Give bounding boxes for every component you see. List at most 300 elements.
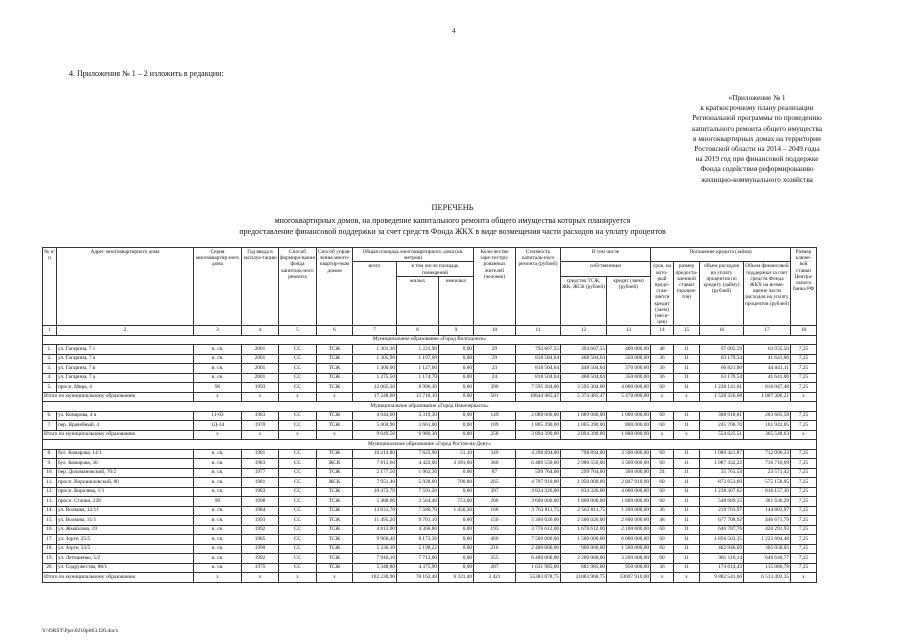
table-cell: 798 894,00 — [561, 449, 607, 459]
table-cell: СС — [279, 544, 317, 554]
table-cell: 681 985,00 — [561, 563, 607, 573]
table-cell: 800 000,00 — [607, 421, 651, 431]
table-cell: 1985 — [242, 535, 279, 545]
table-cell: 818 504,64 — [516, 364, 561, 374]
table-cell: 818 504,64 — [516, 354, 561, 364]
table-cell: просп. Мира, 4 — [57, 383, 194, 393]
table-cell: 0,00 — [439, 411, 474, 421]
table-cell: 97 005,59 — [700, 345, 744, 355]
table-cell: ТСЖ — [317, 535, 353, 545]
table-cell: 3 319,30 — [397, 411, 439, 421]
table-row — [43, 449, 817, 459]
table-cell: 24 — [474, 373, 516, 383]
table-cell: 245 706,70 — [700, 421, 744, 431]
section-title: Муниципальное образование «Город Волгодонск» — [43, 335, 817, 345]
table-cell: и. св. — [194, 459, 242, 469]
table-cell: 4 797 910,00 — [516, 478, 561, 488]
table-cell: 60 — [651, 411, 674, 421]
table-cell: 51,10 — [439, 449, 474, 459]
total-cell: 501 — [474, 392, 516, 402]
table-cell: СС — [279, 535, 317, 545]
table-cell: 1975 — [242, 563, 279, 573]
total-cell: 10844 485,47 — [516, 392, 561, 402]
table-cell: просп. Стачки, 228 — [57, 497, 194, 507]
table-cell: 60 — [651, 497, 674, 507]
header-cell: кредит (заем) (рублей) — [607, 276, 651, 326]
table-cell: 7 625,90 — [397, 449, 439, 459]
table-cell: 420 291,93 — [744, 525, 791, 535]
table-cell: 393 667,55 — [561, 345, 607, 355]
table-row — [43, 563, 817, 573]
table-cell: 0,00 — [439, 535, 474, 545]
table-cell: 36 — [651, 364, 674, 374]
table-cell: СС — [279, 383, 317, 393]
table-cell: 0,00 — [439, 373, 474, 383]
table-cell: 2001 — [242, 345, 279, 355]
page-number: 4 — [452, 27, 456, 35]
table-cell: бул. Комарова, 14/1 — [57, 449, 194, 459]
table-row — [43, 345, 817, 355]
table-cell: 448 504,64 — [561, 364, 607, 374]
table-cell: 466 — [474, 535, 516, 545]
table-cell: 3. — [43, 364, 57, 374]
table-cell: 216 — [474, 544, 516, 554]
table-row — [43, 354, 817, 364]
table-cell: 950 000,00 — [607, 563, 651, 573]
table-cell: 10 214,80 — [353, 449, 397, 459]
table-cell: 7,25 — [791, 449, 817, 459]
column-number: 8 — [397, 326, 439, 336]
table-cell: ТСЖ — [317, 506, 353, 516]
table-cell: 1. — [43, 345, 57, 355]
table-cell: 2001 — [242, 364, 279, 374]
table-cell: 87 — [474, 468, 516, 478]
table-cell: 0,00 — [439, 421, 474, 431]
column-number: 14 — [651, 326, 674, 336]
table-cell: 44 041,11 — [744, 364, 791, 374]
table-cell: 1 174,70 — [397, 373, 439, 383]
table-cell: 1 631 985,00 — [516, 563, 561, 573]
table-cell: 305 058,05 — [744, 544, 791, 554]
table-cell: СС — [279, 459, 317, 469]
column-number: 18 — [791, 326, 817, 336]
appendix-line: к краткосрочному плану реализации — [700, 103, 814, 113]
table-cell: 1 962,30 — [397, 468, 439, 478]
header-cell: Стоимость капиталь-ного ремонта (рублей) — [516, 248, 561, 326]
table-cell: 8. — [43, 449, 57, 459]
table-cell: 7. — [43, 421, 57, 431]
appendix-header — [636, 93, 878, 185]
table-cell: и. св. — [194, 563, 242, 573]
table-cell: 11 — [674, 421, 700, 431]
table-cell: 646 640,77 — [744, 554, 791, 564]
column-number: 13 — [607, 326, 651, 336]
table-cell: 63 179,54 — [700, 354, 744, 364]
table-cell: 7,25 — [791, 487, 817, 497]
table-cell: 3 776 612,00 — [516, 525, 561, 535]
table-cell: 2 089 000,00 — [516, 411, 561, 421]
total-cell: x — [674, 430, 700, 440]
column-number: 5 — [279, 326, 317, 336]
total-cell: x — [651, 573, 674, 583]
table-cell: 7,25 — [791, 459, 817, 469]
table-cell: 11. — [43, 478, 57, 488]
table-cell: 174 614,43 — [700, 563, 744, 573]
table-cell: 23 — [474, 364, 516, 374]
table-cell: 872 653,60 — [700, 478, 744, 488]
table-cell: 66 821,00 — [700, 364, 744, 374]
table-cell: СС — [279, 487, 317, 497]
section-row — [43, 402, 817, 412]
appendix-line: Региональной программы по проведению — [692, 113, 822, 123]
table-cell: 13. — [43, 497, 57, 507]
header-cell: Объем финансовой поддержки за счет средств Фонда ЖКХ на возме-щение части расходов на уплату процентов (рублей) — [744, 262, 791, 326]
table-cell: 397 — [474, 487, 516, 497]
column-number: 1 — [43, 326, 57, 336]
table-cell: ТСЖ — [317, 487, 353, 497]
table-cell: 599 764,00 — [516, 468, 561, 478]
header-cell: собственники — [561, 262, 651, 276]
table-cell: 2. — [43, 354, 57, 364]
table-cell: СС — [279, 449, 317, 459]
table-cell: 396 — [474, 383, 516, 393]
header-cell: объем расходов на уплату процентов по кредиту (займу) (рублей) — [700, 262, 744, 326]
table-cell: 1 238 141,01 — [700, 383, 744, 393]
table-cell: 0,00 — [439, 487, 474, 497]
table-cell: 1 300,00 — [353, 364, 397, 374]
table-row — [43, 459, 817, 469]
table-cell: 4 834 326,00 — [516, 487, 561, 497]
table-cell: 7 951,40 — [353, 478, 397, 488]
table-cell: 5 928,60 — [397, 478, 439, 488]
table-cell: 3 763 811,75 — [516, 506, 561, 516]
table-cell: 11 — [674, 354, 700, 364]
table-cell: 6 400 000,00 — [516, 554, 561, 564]
table-cell: 161 943,05 — [744, 421, 791, 431]
total-cell: x — [651, 430, 674, 440]
table-cell: 2 100 000,00 — [607, 525, 651, 535]
document-title: ПЕРЕЧЕНЬ — [431, 203, 474, 212]
total-cell: 102 230,90 — [353, 573, 397, 583]
column-number: 12 — [561, 326, 607, 336]
header-cell: Способ формиро-вания фонда капиталь-ного ремонта — [279, 248, 317, 326]
header-cell: Серия многоквартир-ного дома — [194, 248, 242, 326]
table-cell: 11 — [674, 554, 700, 564]
header-cell: в том числе площадь помещений — [397, 262, 474, 276]
table-cell: 11-03 — [194, 411, 242, 421]
houses-table — [42, 247, 817, 583]
table-cell: 4. — [43, 373, 57, 383]
table-row — [43, 497, 817, 507]
table-cell: 575 158,05 — [744, 478, 791, 488]
total-cell: 258 — [474, 430, 516, 440]
table-cell: СС — [279, 411, 317, 421]
total-row — [43, 573, 817, 583]
header-cell: Год ввода в эксплуа-тацию — [242, 248, 279, 326]
table-cell: 349 — [474, 449, 516, 459]
table-cell: и. св. — [194, 535, 242, 545]
table-cell: 9 966,40 — [353, 535, 397, 545]
table-row — [43, 373, 817, 383]
header-cell: Коли-чество заре-гистри-рованных жителей (человек) — [474, 248, 516, 326]
table-cell: 4 000 000,00 — [607, 383, 651, 393]
table-cell: 7 595 304,00 — [516, 383, 561, 393]
total-cell: 78 162,48 — [397, 573, 439, 583]
table-cell: ул. Гагарина, 7 а — [57, 354, 194, 364]
total-cell: Итого по муниципальному образованию — [43, 430, 194, 440]
table-cell: ТСЖ — [317, 364, 353, 374]
table-cell: СС — [279, 554, 317, 564]
table-cell: 36 — [651, 373, 674, 383]
table-cell: 7,25 — [791, 544, 817, 554]
table-cell: 7 580,70 — [397, 506, 439, 516]
table-cell: 7,25 — [791, 411, 817, 421]
total-cell: 33697 910,00 — [607, 573, 651, 583]
table-cell: ул. Летошенко, 5/2 — [57, 554, 194, 564]
total-cell: 9 049,50 — [353, 430, 397, 440]
table-cell: 149 — [474, 411, 516, 421]
table-cell: 60 — [651, 478, 674, 488]
table-cell: 203 605,58 — [744, 411, 791, 421]
header-cell: Способ управ-ления много-квартир-ным домом — [317, 248, 353, 326]
table-cell: 981 110,14 — [700, 554, 744, 564]
table-cell: СС — [279, 478, 317, 488]
table-cell: 11 — [674, 506, 700, 516]
table-cell: 20. — [43, 563, 57, 573]
column-number: 6 — [317, 326, 353, 336]
table-cell: 4 422,00 — [397, 459, 439, 469]
table-row — [43, 383, 817, 393]
table-cell: 11 — [674, 563, 700, 573]
table-cell: 7,25 — [791, 373, 817, 383]
total-cell: 6 513 493,35 — [744, 573, 791, 583]
table-cell: СС — [279, 421, 317, 431]
table-cell: 219 701,97 — [700, 506, 744, 516]
table-cell: ТСЖ — [317, 421, 353, 431]
table-cell: 19. — [43, 554, 57, 564]
table-cell: 60 — [651, 421, 674, 431]
table-cell: 11 — [674, 535, 700, 545]
appendix-line: в многоквартирных домах на территории — [693, 133, 821, 143]
table-cell: 48 — [651, 345, 674, 355]
total-cell: x — [242, 573, 279, 583]
appendix-line: капитального ремонта общего имущества — [692, 123, 822, 133]
table-cell: 1 127,60 — [397, 364, 439, 374]
table-cell: 18. — [43, 544, 57, 554]
section-row — [43, 335, 817, 345]
appendix-line: жилищно-коммунального хозяйства — [701, 174, 813, 184]
table-cell: 60 — [651, 525, 674, 535]
table-cell: 0,00 — [439, 554, 474, 564]
header-cell: В том числе — [561, 248, 651, 262]
table-cell: 41 641,06 — [744, 373, 791, 383]
table-cell: 11 — [674, 459, 700, 469]
header-cell: № п/п — [43, 248, 57, 326]
header-cell: жилых — [397, 276, 439, 326]
table-cell: 712 096,23 — [744, 449, 791, 459]
total-cell: 3 894 390,00 — [516, 430, 561, 440]
table-cell: 299 764,00 — [561, 468, 607, 478]
total-cell: Итого по муниципальному образованию — [43, 573, 194, 583]
table-cell: ул. Волкова, 12/11 — [57, 506, 194, 516]
total-cell: 0,00 — [439, 430, 474, 440]
table-cell: 0,00 — [439, 563, 474, 573]
table-body — [43, 335, 817, 582]
header-cell: размер предоста-вленной ставки (процен-тов) — [674, 262, 700, 326]
document-subtitle: многоквартирных домов, на проведение капитального ремонта общего имущества которых планируется — [274, 216, 631, 225]
table-cell: 3 600 000,00 — [516, 497, 561, 507]
table-cell: 816 047,48 — [744, 383, 791, 393]
table-cell: 1 800 000,00 — [561, 497, 607, 507]
table-cell: 5. — [43, 383, 57, 393]
table-cell: 13 031,70 — [353, 506, 397, 516]
table-cell: 370 000,00 — [607, 364, 651, 374]
table-cell: 60 — [651, 383, 674, 393]
table-cell: 7,25 — [791, 563, 817, 573]
table-cell: 3 661,00 — [397, 421, 439, 431]
table-cell: 4 366,80 — [397, 525, 439, 535]
table-cell: 3 500 000,00 — [607, 459, 651, 469]
table-cell: 11 — [674, 449, 700, 459]
table-cell: 10 472,70 — [353, 487, 397, 497]
total-cell: x — [317, 392, 353, 402]
table-cell: ТСЖ — [317, 525, 353, 535]
table-cell: 2001 — [242, 373, 279, 383]
table-cell: 0,00 — [439, 354, 474, 364]
table-cell: 350 000,00 — [607, 373, 651, 383]
table-cell: 9. — [43, 459, 57, 469]
header-cell: Адрес многоквартирного дома — [57, 248, 194, 326]
table-cell: 1993 — [242, 516, 279, 526]
table-cell: 5 488,60 — [353, 497, 397, 507]
table-cell: ул. Зорге, 33/5 — [57, 544, 194, 554]
total-cell: 17 248,00 — [353, 392, 397, 402]
table-cell: 193 — [474, 525, 516, 535]
table-cell: 15. — [43, 516, 57, 526]
table-cell: 48 — [651, 516, 674, 526]
total-cell: 5 470 000,00 — [607, 392, 651, 402]
table-cell: 400 000,00 — [607, 345, 651, 355]
total-cell: x — [242, 430, 279, 440]
table-cell: и. св. — [194, 478, 242, 488]
table-cell: 1 805 390,00 — [516, 421, 561, 431]
total-cell: 5 374 485,47 — [561, 392, 607, 402]
table-row — [43, 468, 817, 478]
table-cell: СС — [279, 468, 317, 478]
total-cell: x — [791, 430, 817, 440]
table-cell: 36 — [651, 563, 674, 573]
table-row — [43, 516, 817, 526]
table-cell: 144 803,97 — [744, 506, 791, 516]
table-cell: 90 — [194, 497, 242, 507]
table-cell: 1 089 000,00 — [561, 411, 607, 421]
total-cell: x — [194, 392, 242, 402]
table-cell: 1 500 000,00 — [607, 544, 651, 554]
table-cell: 3 200 000,00 — [561, 554, 607, 564]
table-cell: 29 — [474, 354, 516, 364]
table-cell: 1983 — [242, 411, 279, 421]
table-cell: 35 763,54 — [700, 468, 744, 478]
header-cell: срок, на кото-рый предо-став-ляется кредит (заем) (меся-цев) — [651, 262, 674, 326]
table-cell: 6 000 000,00 — [607, 535, 651, 545]
table-cell: 0,00 — [439, 525, 474, 535]
column-number: 15 — [674, 326, 700, 336]
table-cell: 4 000 000,00 — [607, 487, 651, 497]
column-number: 11 — [516, 326, 561, 336]
table-cell: 1 221,90 — [397, 345, 439, 355]
table-cell: 2 563 811,75 — [561, 506, 607, 516]
table-cell: 1 223 604,48 — [744, 535, 791, 545]
table-cell: 14. — [43, 506, 57, 516]
total-cell: x — [279, 392, 317, 402]
table-cell: просп. Королева, 1/1 — [57, 487, 194, 497]
table-cell: 360 — [474, 459, 516, 469]
table-cell: 1984 — [242, 506, 279, 516]
table-cell: 7,25 — [791, 354, 817, 364]
table-cell: СС — [279, 525, 317, 535]
table-cell: 1 305,90 — [353, 354, 397, 364]
table-cell: 60 — [651, 449, 674, 459]
table-cell: 1 275,50 — [353, 373, 397, 383]
table-cell: 751,60 — [439, 497, 474, 507]
total-cell: 13 718,10 — [397, 392, 439, 402]
table-cell: 6. — [43, 411, 57, 421]
total-cell: 365 548,63 — [744, 430, 791, 440]
table-cell: 10. — [43, 468, 57, 478]
table-cell: 1970 — [242, 421, 279, 431]
header-cell: всего — [353, 262, 397, 326]
table-row — [43, 506, 817, 516]
table-cell: 716 716,69 — [744, 459, 791, 469]
table-cell: ТСЖ — [317, 554, 353, 564]
file-path: Y:\ORST\Ppo\0210p063.f20.docx — [42, 628, 119, 634]
column-number: 16 — [700, 326, 744, 336]
table-cell: 8 173,36 — [397, 535, 439, 545]
table-cell: 1 087 432,22 — [700, 459, 744, 469]
table-cell: 818 504,64 — [516, 373, 561, 383]
table-cell: 4 044,60 — [353, 411, 397, 421]
table-cell: 11 495,20 — [353, 516, 397, 526]
table-cell: 1 676 612,00 — [561, 525, 607, 535]
table-row — [43, 525, 817, 535]
total-cell: x — [194, 573, 242, 583]
table-cell: 1981 — [242, 478, 279, 488]
table-cell: 7 500 000,00 — [516, 535, 561, 545]
table-cell: 5 004,90 — [353, 421, 397, 431]
table-cell: ТСЖ — [317, 383, 353, 393]
table-cell: 168 — [474, 506, 516, 516]
table-cell: ТСЖ — [317, 345, 353, 355]
table-cell: 468 504,64 — [561, 354, 607, 364]
table-cell: СС — [279, 345, 317, 355]
table-cell: пер. Доломановский, 70/2 — [57, 468, 194, 478]
table-cell: 109 — [474, 421, 516, 431]
table-cell: 63 935,50 — [744, 345, 791, 355]
table-cell: и. св. — [194, 449, 242, 459]
table-cell: 2 500 026,00 — [561, 516, 607, 526]
table-cell: 12 065,30 — [353, 383, 397, 393]
table-cell: 677 708,92 — [700, 516, 744, 526]
header-cell: Размер ключе-вой ставки Центра-льного банка РФ — [791, 248, 817, 326]
table-cell: 7,25 — [791, 345, 817, 355]
table-cell: 11 — [674, 373, 700, 383]
table-cell: бул. Комарова, 30 — [57, 459, 194, 469]
table-cell: 7,25 — [791, 535, 817, 545]
table-cell: 1 000 000,00 — [607, 411, 651, 421]
table-cell: ТСЖ — [317, 516, 353, 526]
table-cell: 96 — [194, 383, 242, 393]
table-cell: 1992 — [242, 525, 279, 535]
